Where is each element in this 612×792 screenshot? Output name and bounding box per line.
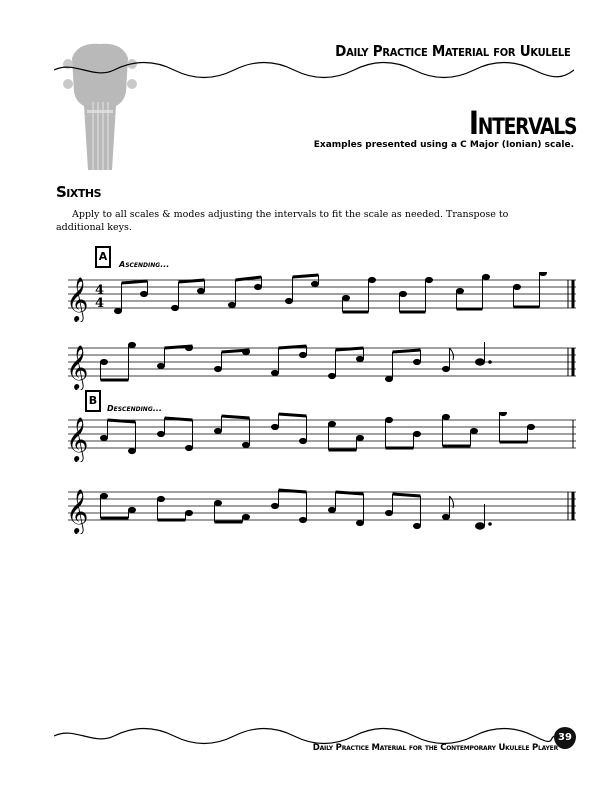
example-b-label: Descending... bbox=[107, 404, 162, 413]
treble-clef-icon: 𝄞 bbox=[66, 345, 89, 389]
example-a-label: Ascending... bbox=[119, 260, 170, 269]
time-signature-top: 4 bbox=[95, 283, 105, 298]
time-signature-bottom: 4 bbox=[95, 296, 105, 311]
subsection-description: Apply to all scales & modes adjusting the intervals to fit the scale as needed. Transpose to additional keys. bbox=[56, 209, 509, 233]
section-subtitle: Examples presented using a C Major (Ionian) scale. bbox=[313, 140, 574, 150]
treble-clef-icon: 𝄞 bbox=[66, 489, 89, 533]
top-wavy-rule bbox=[54, 60, 574, 80]
staff-2 bbox=[60, 340, 580, 390]
staff-1 bbox=[60, 272, 580, 322]
footer-title: Daily Practice Material for the Contemporary Ukulele Player bbox=[312, 743, 558, 753]
treble-clef-icon: 𝄞 bbox=[66, 417, 89, 461]
section-title: Intervals bbox=[468, 104, 576, 142]
example-b-box: B bbox=[85, 390, 101, 412]
treble-clef-icon: 𝄞 bbox=[66, 277, 89, 321]
staff-4 bbox=[60, 484, 580, 534]
page-number-badge: 39 bbox=[554, 727, 576, 749]
example-a-box: A bbox=[95, 246, 111, 268]
subsection-title: Sixths bbox=[56, 183, 102, 201]
header-title: Daily Practice Material for Ukulele bbox=[334, 42, 570, 60]
staff-3 bbox=[60, 412, 580, 462]
